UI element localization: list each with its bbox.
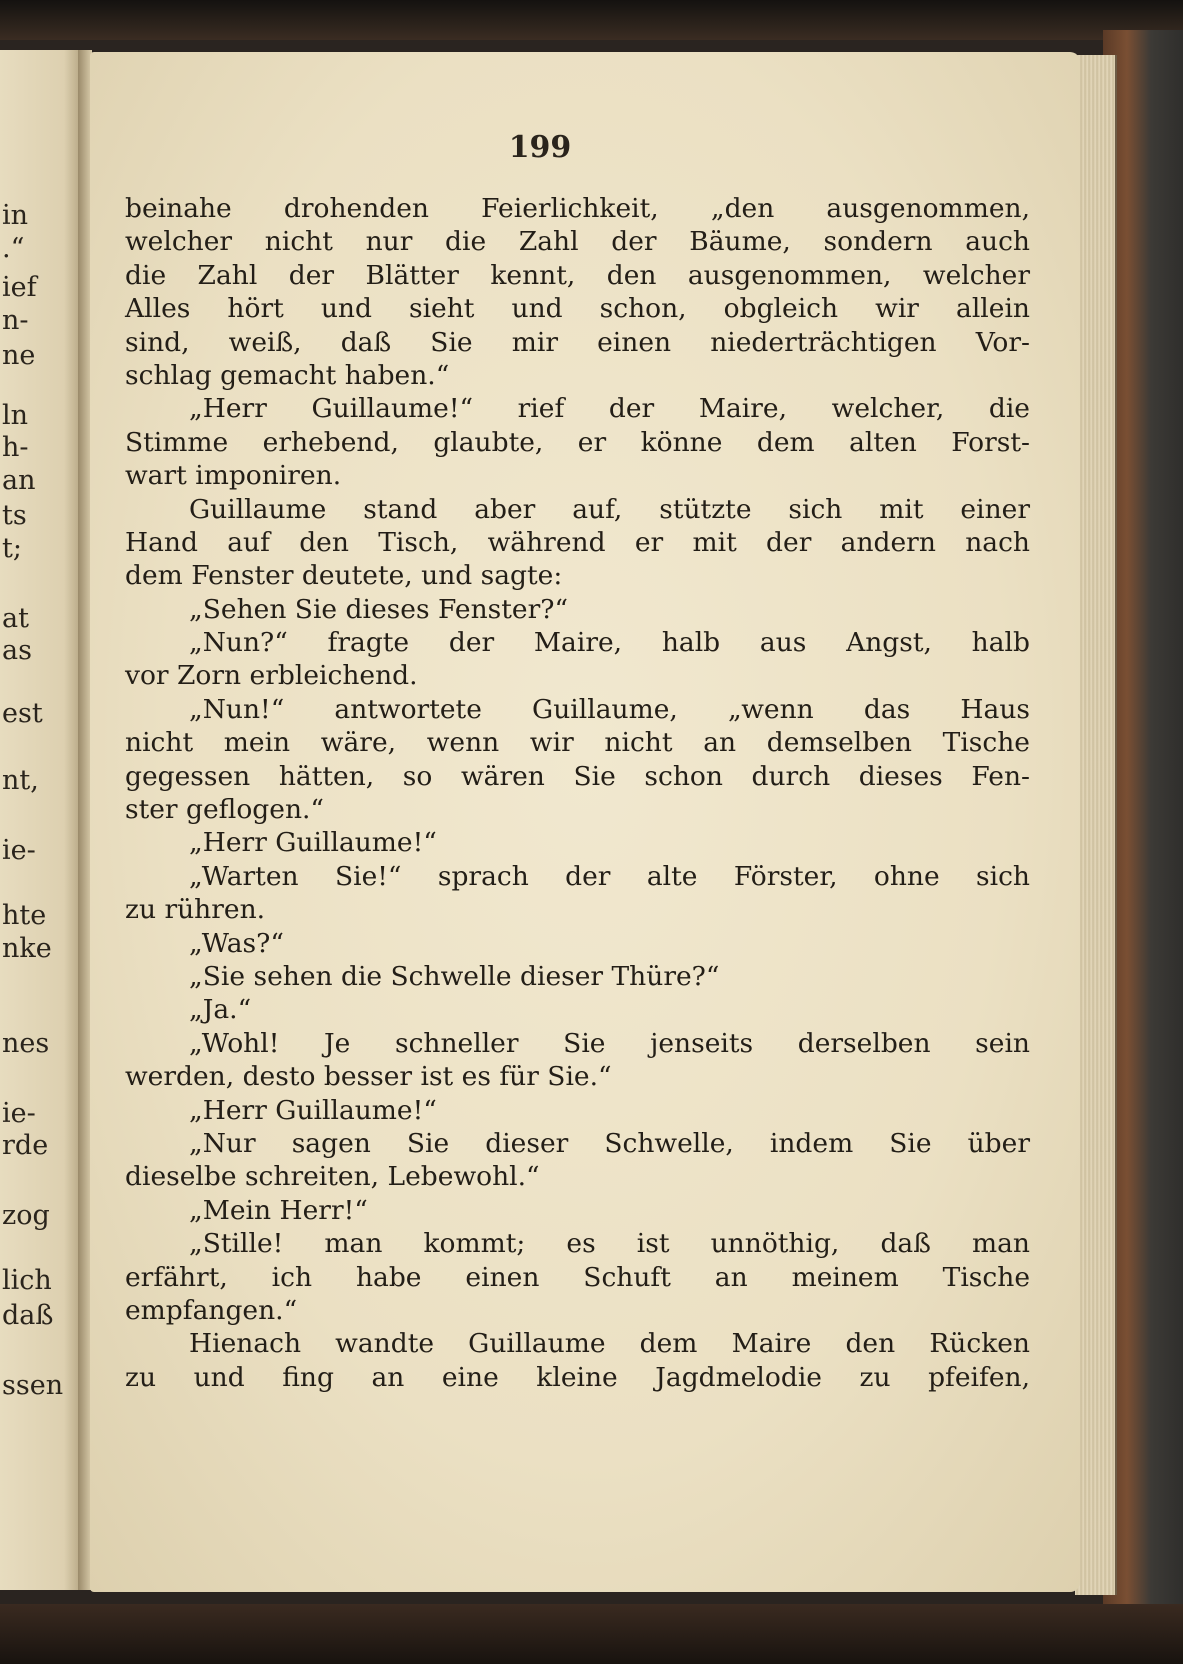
- book-cover-bottom: [0, 1604, 1183, 1664]
- text-line: „Nun!“ antwortete Guillaume, „wenn das Haus: [189, 693, 1030, 725]
- text-line: „Nun?“ fragte der Maire, halb aus Angst, halb: [189, 627, 1030, 659]
- text-line: nicht mein wäre, wenn wir nicht an demselben Tische: [125, 727, 1030, 759]
- text-line: ster geflogen.“: [125, 794, 324, 826]
- text-line: vor Zorn erbleichend.: [125, 660, 418, 692]
- left-page-fragment: nes: [2, 1028, 50, 1059]
- left-page-fragment: daß: [2, 1300, 54, 1331]
- left-facing-page: [0, 50, 80, 1590]
- text-line: „Was?“: [189, 927, 284, 959]
- left-page-fragment: ssen: [2, 1370, 64, 1401]
- text-line: empfangen.“: [125, 1294, 298, 1326]
- text-line: dem Fenster deutete, und sagte:: [125, 560, 563, 592]
- main-page: [90, 52, 1080, 1592]
- left-page-fragment: lich: [2, 1265, 52, 1296]
- text-line: „Mein Herr!“: [189, 1194, 368, 1226]
- left-page-fragment: ie-: [2, 1098, 36, 1129]
- page-edges: [1075, 55, 1117, 1595]
- left-page-fragment: hte: [2, 900, 47, 931]
- left-page-fragment: ie-: [2, 835, 36, 866]
- left-page-fragment: t;: [2, 533, 22, 564]
- text-line: „Warten Sie!“ sprach der alte Förster, ohne sich: [189, 860, 1030, 892]
- left-page-fragment: zog: [2, 1200, 50, 1231]
- text-line: beinahe drohenden Feierlichkeit, „den ausgenommen,: [125, 193, 1030, 224]
- text-line: zu rühren.: [125, 894, 266, 926]
- text-line: „Ja.“: [189, 994, 252, 1026]
- text-line: Hand auf den Tisch, während er mit der andern nach: [125, 526, 1030, 558]
- text-line: „Sie sehen die Schwelle dieser Thüre?“: [189, 960, 720, 992]
- text-line: „Herr Guillaume!“ rief der Maire, welcher, die: [189, 393, 1030, 425]
- left-page-fragment: h-: [2, 432, 29, 463]
- text-line: Hienach wandte Guillaume dem Maire den Rücken: [189, 1328, 1030, 1360]
- left-page-fragment: n-: [2, 305, 29, 336]
- page-text: [125, 192, 1030, 1394]
- left-page-fragment: ts: [2, 500, 27, 531]
- left-page-fragment: ief: [2, 272, 37, 303]
- text-line: Guillaume stand aber auf, stützte sich mit einer: [189, 493, 1030, 525]
- text-line: „Nur sagen Sie dieser Schwelle, indem Sie über: [189, 1127, 1030, 1159]
- text-line: gegessen hätten, so wären Sie schon durch dieses Fen-: [125, 760, 1030, 792]
- left-page-fragment: nke: [2, 933, 52, 964]
- left-page-fragment: an: [2, 465, 36, 496]
- text-line: wart imponiren.: [125, 460, 342, 492]
- text-line: erfährt, ich habe einen Schuft an meinem Tische: [125, 1261, 1030, 1293]
- text-line: „Stille! man kommt; es ist unnöthig, daß man: [189, 1228, 1030, 1260]
- text-line: „Herr Guillaume!“: [189, 827, 437, 859]
- text-line: sind, weiß, daß Sie mir einen niederträchtigen Vor-: [125, 326, 1030, 358]
- book-cover-top: [0, 0, 1183, 40]
- text-line: die Zahl der Blätter kennt, den ausgenommen, welcher: [125, 259, 1030, 291]
- left-page-fragment: rde: [2, 1130, 49, 1161]
- text-line: „Sehen Sie dieses Fenster?“: [189, 593, 569, 625]
- left-page-fragment: ln: [2, 400, 29, 431]
- left-page-fragment: est: [2, 698, 43, 729]
- left-page-fragment: .“: [2, 233, 25, 264]
- text-line: Stimme erhebend, glaubte, er könne dem alten Forst-: [125, 426, 1030, 458]
- left-page-fragment: in: [2, 200, 29, 231]
- text-line: zu und fing an eine kleine Jagdmelodie zu pfeifen,: [125, 1361, 1030, 1393]
- text-line: werden, desto besser ist es für Sie.“: [125, 1061, 612, 1093]
- left-page-fragment: nt,: [2, 765, 39, 796]
- text-line: schlag gemacht haben.“: [125, 359, 450, 391]
- text-line: „Herr Guillaume!“: [189, 1094, 437, 1126]
- page-number: 199: [508, 130, 572, 165]
- text-line: „Wohl! Je schneller Sie jenseits derselben sein: [189, 1027, 1030, 1059]
- text-line: welcher nicht nur die Zahl der Bäume, sondern auch: [125, 226, 1030, 258]
- text-line: dieselbe schreiten, Lebewohl.“: [125, 1161, 540, 1193]
- left-page-fragment: as: [2, 635, 32, 666]
- text-line: Alles hört und sieht und schon, obgleich wir allein: [125, 293, 1030, 325]
- left-page-fragment: at: [2, 603, 29, 634]
- left-page-fragment: ne: [2, 340, 36, 371]
